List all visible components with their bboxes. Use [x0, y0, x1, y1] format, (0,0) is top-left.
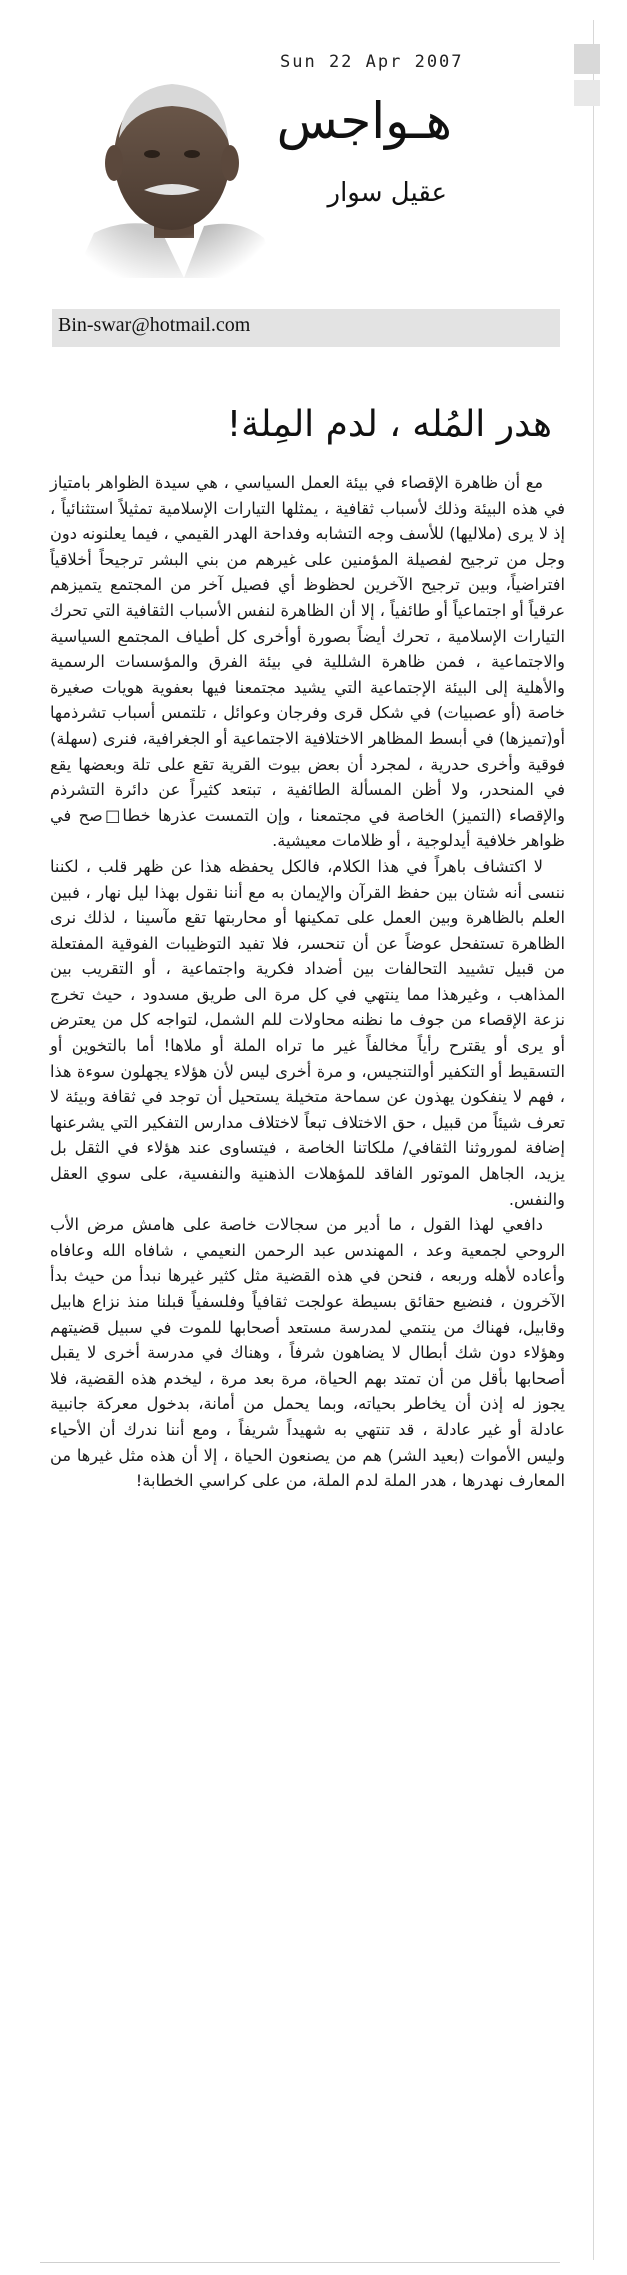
author-name: عقيل سوار: [327, 178, 447, 208]
bottom-divider: [40, 2262, 560, 2263]
side-marker-bottom: [574, 80, 600, 106]
author-email-link[interactable]: Bin-swar@hotmail.com: [58, 314, 251, 336]
column-name: هـواجس: [276, 92, 452, 150]
article-paragraph: مع أن ظاهرة الإقصاء في بيئة العمل السياسي ، هي سيدة الظواهر بامتياز في هذه البيئة وذلك لأسباب ثقافية ، يمثلها التيارات الإسلامية تمثيلاً استثنائياً ، إذ لا يرى (ملاليها) للأسف وجه التشابه وفداحة الهدر القيمي ، فيما يعلنونه دون وجل من ترجيح لفصيلة المؤمنين على غيرهم من بني البشر ترجيحاً أخلاقياً افتراضياً، وبين ترجيح الآخرين لحظوظ أي فصيل آخر من المجتمع يتميزهم عرقياً أو اجتماعياً أو طائفياً ، إلا أن الظاهرة لنفس الأسباب الثقافية التي تحرك التيارات الإسلامية ، تحرك أيضاً بصورة أوأخرى كل أطياف المجتمع السياسية والاجتماعية ، فمن ظاهرة الشللية في بيئة الفرق والمؤسسات الرسمية والأهلية إلى البيئة الإجتماعية التي يشيد مجتمعنا فيها بعفوية هويات صغيرة خاصة (أو عصبيات) في شكل قرى وفرجان وعوائل ، تلتمس أسباب تشرذمها أو(تميزها) في أبسط المظاهر الاختلافية الاجتماعية أو الجغرافية، فنرى (سهلة) فوقية وأخرى حدرية ، لمجرد أن بعض بيوت القرية تقع على تلة وبعضها يقع في المنحدر، ولا أظن المسألة الطائفية ، تبتعد كثيراً عن دائرة التشرذم والإقصاء (التميز) الخاصة في مجتمعنا ، وإن التمست عذرها خطا□صح في ظواهر خلافية أيدلوجية ، أو ظلامات معيشية.: [50, 473, 565, 851]
author-photo: [64, 58, 276, 278]
article-paragraph: لا اكتشاف باهراً في هذا الكلام، فالكل يحفظه هذا عن ظهر قلب ، لكننا ننسى أنه شتان بين حفظ القرآن والإيمان به مع أننا نقول بهذا ليل نهار ، فبين العلم بالظاهرة وبين العمل على تمكينها أو محاربتها تقع مآسينا ، لذلك نرى الظاهرة تستفحل عوضاً عن أن تنحسر، فلا تفيد التوظيبات الفوقية المفتعلة من قبيل تشييد التحالفات بين أضداد فكرية واجتماعية ، أو التقريب بين المذاهب ، وغيرهذا مما ينتهي في كل مرة الى طريق مسدود ، حيث تخرج نزعة الإقصاء من جوف ما نظنه محاولات للم الشمل، لتواجه كل من يعترض أو يرى أو يقترح رأياً مخالفاً غير ما تراه الملة أو ملاها! أما بالتخوين أو التسقيط أو التكفير أوالتنجيس، و مرة أخرى ليس لأن هؤلاء يجهلون سوءة هذا ، فهم لا ينفكون يهذون عن سماحة متخيلة يستحيل أن توجد في ثقافة وبيئة لا تعرف شيئاً من قبيل ، حق الاختلاف تبعاً لاختلاف مدارس التفكير التي يشرعنها إضافة لموروثنا الثقافي/ ملكاتنا الخاصة ، فيتساوى عند هؤلاء في الثقل بل يزيد، الجاهل الموتور الفاقد للمؤهلات الذهنية والنفسية، على سوي العقل والنفس.: [50, 856, 565, 1209]
side-marker-top: [574, 44, 600, 74]
publish-date: Sun 22 Apr 2007: [280, 52, 464, 72]
article-title: هدر المُله ، لدم المِلة!: [226, 404, 552, 446]
side-divider: [593, 20, 594, 2260]
article-paragraph: دافعي لهذا القول ، ما أدير من سجالات خاصة على هامش مرض الأب الروحي لجمعية وعد ، المهندس عبد الرحمن النعيمي ، شافاه الله وعافاه وأعاده لأهله وربعه ، فنحن في هذه القضية مثل كثير غيرها نبدأ من حيث بدأ الآخرون ، فنضيع حقائق بسيطة عولجت ثقافياً وفلسفياً قبلنا منذ نزاع هابيل وقابيل، فهناك من ينتمي لمدرسة مستعد أصحابها للموت في سبيل قضيتهم وهؤلاء دون شك أبطال لا يضاهون شرفاً ، وهناك في مدرسة أخرى لا يقبل أصحابها بأقل من أن تمتد بهم الحياة، مرة بعد مرة ، ليخدم هذه القضية، فلا يجوز له إذن أن يخاطر بحياته، وبما يحمل من أمانة، بدخول معركة جانبية عادلة أو غير عادلة ، قد تنتهي به شهيداً شريفاً ، ومع أننا ندرك أن الأحياء وليس الأموات (بعيد الشر) هم من يصنعون الحياة ، إلا أن هذه مثل غيرها من المعارف نهدرها ، هدر الملة لدم الملة، من على كراسي الخطابة!: [50, 1215, 565, 1491]
article-body: [50, 470, 565, 1494]
